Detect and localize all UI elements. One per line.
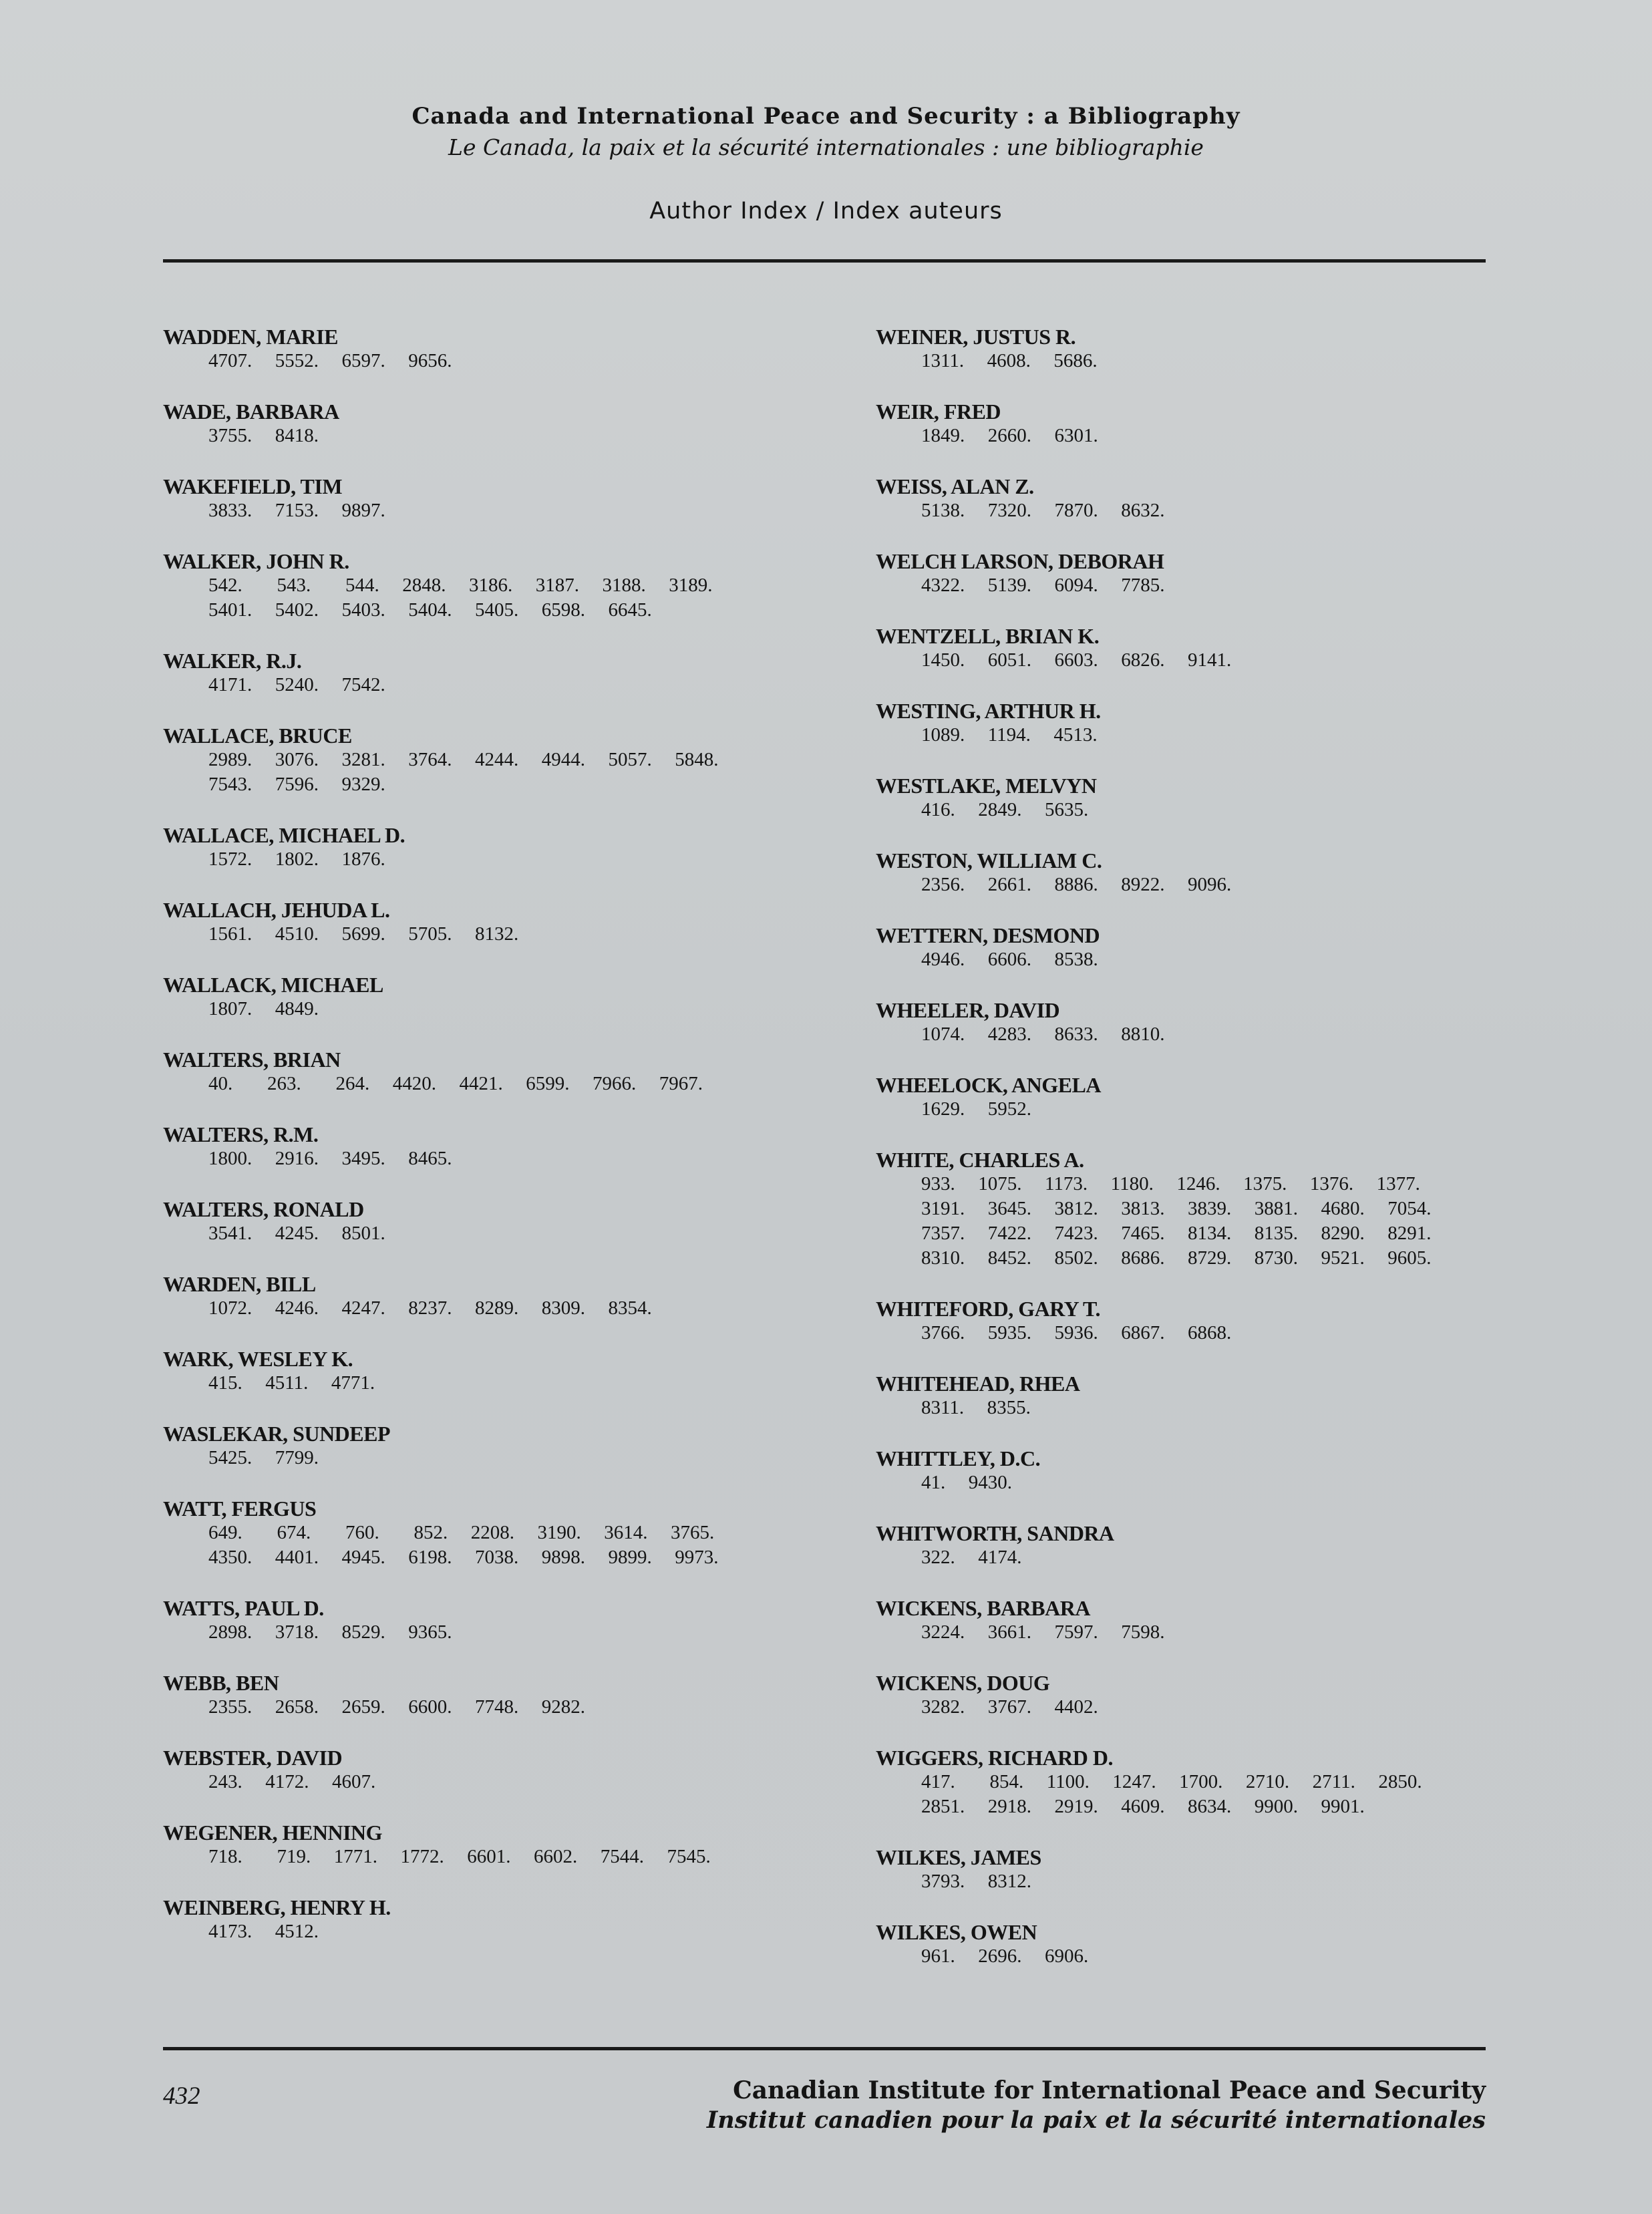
entry-numbers: 2989. 3076. 3281. 3764. 4244. 4944. 5057. 5848. xyxy=(208,749,719,770)
entry-numbers: 40. 263. 264. 4420. 4421. 6599. 7966. 7967. xyxy=(208,1073,703,1094)
entry-numbers: 3833. 7153. 9897. xyxy=(208,500,385,521)
index-entry xyxy=(163,1596,804,1671)
index-entry xyxy=(876,774,1517,848)
author-name: WADE, BARBARA xyxy=(163,400,339,424)
entry-numbers: 3766. 5935. 5936. 6867. 6868. xyxy=(921,1322,1232,1343)
footer-rule xyxy=(163,2047,1486,2050)
index-entry xyxy=(876,1671,1517,1746)
index-entry xyxy=(876,1297,1517,1372)
author-name: WALLACE, BRUCE xyxy=(163,724,352,748)
page-header xyxy=(0,100,1652,224)
entry-numbers: 1629. 5952. xyxy=(921,1098,1031,1120)
index-entry xyxy=(163,1347,804,1422)
entry-numbers: 4171. 5240. 7542. xyxy=(208,674,385,695)
page-number: 432 xyxy=(163,2082,200,2110)
index-entry xyxy=(163,823,804,898)
author-name: WALLACH, JEHUDA L. xyxy=(163,898,390,922)
index-entry xyxy=(876,699,1517,774)
index-entry xyxy=(876,624,1517,699)
author-name: WATT, FERGUS xyxy=(163,1496,317,1521)
author-name: WEIR, FRED xyxy=(876,400,1001,424)
author-name: WARDEN, BILL xyxy=(163,1272,316,1296)
author-name: WESTON, WILLIAM C. xyxy=(876,848,1102,873)
author-name: WEISS, ALAN Z. xyxy=(876,474,1034,498)
entry-numbers: 542. 543. 544. 2848. 3186. 3187. 3188. 3189. xyxy=(208,575,713,596)
index-entry xyxy=(163,1122,804,1197)
index-entry xyxy=(163,474,804,549)
index-entry xyxy=(163,549,804,649)
left-column xyxy=(163,325,804,1970)
index-entry xyxy=(163,1671,804,1746)
index-entry xyxy=(876,923,1517,998)
entry-numbers: 2898. 3718. 8529. 9365. xyxy=(208,1621,452,1643)
author-name: WENTZELL, BRIAN K. xyxy=(876,624,1100,648)
author-name: WHITEFORD, GARY T. xyxy=(876,1297,1100,1321)
entry-numbers: 2355. 2658. 2659. 6600. 7748. 9282. xyxy=(208,1696,585,1718)
author-name: WEBB, BEN xyxy=(163,1671,279,1695)
author-name: WAKEFIELD, TIM xyxy=(163,474,343,498)
entry-numbers: 1572. 1802. 1876. xyxy=(208,848,385,870)
author-name: WALTERS, RONALD xyxy=(163,1197,364,1221)
index-entry xyxy=(163,1197,804,1272)
author-name: WICKENS, DOUG xyxy=(876,1671,1050,1695)
entry-numbers: 2356. 2661. 8886. 8922. 9096. xyxy=(921,874,1232,895)
footer-institute xyxy=(707,2075,1486,2135)
index-entry xyxy=(876,1920,1517,1995)
index-entry xyxy=(876,1073,1517,1148)
entry-numbers: 2851. 2918. 2919. 4609. 8634. 9900. 9901. xyxy=(921,1796,1365,1817)
institute-name-french: Institut canadien pour la paix et la sécurité internationales xyxy=(706,2106,1486,2134)
entry-numbers: 8311. 8355. xyxy=(921,1397,1031,1418)
index-entry xyxy=(163,973,804,1048)
index-entry xyxy=(876,1372,1517,1446)
index-entry xyxy=(876,848,1517,923)
index-subtitle: Author Index / Index auteurs xyxy=(649,198,1003,224)
entry-numbers: 416. 2849. 5635. xyxy=(921,799,1089,820)
author-name: WALKER, R.J. xyxy=(163,649,302,673)
entry-numbers: 3755. 8418. xyxy=(208,425,319,446)
book-title-english: Canada and International Peace and Security : a Bibliography xyxy=(411,103,1241,130)
entry-numbers: 1311. 4608. 5686. xyxy=(921,350,1098,371)
author-name: WALLACE, MICHAEL D. xyxy=(163,823,405,847)
index-entry xyxy=(163,1272,804,1347)
entry-numbers: 1450. 6051. 6603. 6826. 9141. xyxy=(921,649,1232,671)
entry-numbers: 8310. 8452. 8502. 8686. 8729. 8730. 9521. 9605. xyxy=(921,1247,1432,1269)
institute-name-english: Canadian Institute for International Peace and Security xyxy=(733,2076,1486,2104)
index-entry xyxy=(876,1746,1517,1845)
index-entry xyxy=(876,474,1517,549)
entry-numbers: 41. 9430. xyxy=(921,1472,1012,1493)
author-name: WARK, WESLEY K. xyxy=(163,1347,353,1371)
entry-numbers: 1561. 4510. 5699. 5705. 8132. xyxy=(208,923,519,945)
author-name: WEINER, JUSTUS R. xyxy=(876,325,1076,349)
author-name: WHEELOCK, ANGELA xyxy=(876,1073,1101,1097)
entry-numbers: 4946. 6606. 8538. xyxy=(921,949,1098,970)
index-entry xyxy=(163,649,804,724)
entry-numbers: 5401. 5402. 5403. 5404. 5405. 6598. 6645. xyxy=(208,599,652,621)
entry-numbers: 1074. 4283. 8633. 8810. xyxy=(921,1023,1165,1045)
index-entry xyxy=(163,1821,804,1895)
entry-numbers: 3191. 3645. 3812. 3813. 3839. 3881. 4680. 7054. xyxy=(921,1198,1432,1219)
author-name: WHITE, CHARLES A. xyxy=(876,1148,1084,1172)
entry-numbers: 5138. 7320. 7870. 8632. xyxy=(921,500,1165,521)
entry-numbers: 5425. 7799. xyxy=(208,1447,319,1468)
index-entry xyxy=(163,1746,804,1821)
author-name: WALTERS, BRIAN xyxy=(163,1048,341,1072)
index-entry xyxy=(163,1422,804,1496)
index-entry xyxy=(163,898,804,973)
entry-numbers: 4322. 5139. 6094. 7785. xyxy=(921,575,1165,596)
header-rule xyxy=(163,259,1486,263)
entry-numbers: 961. 2696. 6906. xyxy=(921,1945,1089,1967)
author-name: WELCH LARSON, DEBORAH xyxy=(876,549,1164,573)
entry-numbers: 1072. 4246. 4247. 8237. 8289. 8309. 8354. xyxy=(208,1297,652,1319)
index-entry xyxy=(876,1446,1517,1521)
author-name: WETTERN, DESMOND xyxy=(876,923,1100,947)
entry-numbers: 1807. 4849. xyxy=(208,998,319,1019)
index-entry xyxy=(876,549,1517,624)
author-name: WALKER, JOHN R. xyxy=(163,549,349,573)
entry-numbers: 243. 4172. 4607. xyxy=(208,1771,376,1792)
index-entry xyxy=(876,1596,1517,1671)
author-name: WESTING, ARTHUR H. xyxy=(876,699,1101,723)
entry-numbers: 933. 1075. 1173. 1180. 1246. 1375. 1376. 1377. xyxy=(921,1173,1420,1195)
entry-numbers: 7543. 7596. 9329. xyxy=(208,774,385,795)
entry-numbers: 322. 4174. xyxy=(921,1547,1022,1568)
author-name: WHITTLEY, D.C. xyxy=(876,1446,1041,1470)
entry-numbers: 7357. 7422. 7423. 7465. 8134. 8135. 8290. 8291. xyxy=(921,1223,1432,1244)
author-name: WEINBERG, HENRY H. xyxy=(163,1895,391,1919)
author-name: WHEELER, DAVID xyxy=(876,998,1060,1022)
index-entry xyxy=(163,325,804,400)
author-name: WEGENER, HENNING xyxy=(163,1821,383,1845)
index-entry xyxy=(163,1048,804,1122)
author-name: WESTLAKE, MELVYN xyxy=(876,774,1097,798)
index-entry xyxy=(876,1148,1517,1297)
author-name: WALLACK, MICHAEL xyxy=(163,973,383,997)
entry-numbers: 4173. 4512. xyxy=(208,1921,319,1942)
index-entry xyxy=(163,400,804,474)
author-name: WALTERS, R.M. xyxy=(163,1122,319,1146)
entry-numbers: 649. 674. 760. 852. 2208. 3190. 3614. 3765. xyxy=(208,1522,715,1543)
entry-numbers: 3541. 4245. 8501. xyxy=(208,1223,385,1244)
entry-numbers: 1089. 1194. 4513. xyxy=(921,724,1098,746)
entry-numbers: 718. 719. 1771. 1772. 6601. 6602. 7544. 7545. xyxy=(208,1846,711,1867)
index-entry xyxy=(876,400,1517,474)
entry-numbers: 1800. 2916. 3495. 8465. xyxy=(208,1148,452,1169)
index-entry xyxy=(876,1845,1517,1920)
entry-numbers: 3793. 8312. xyxy=(921,1871,1031,1892)
entry-numbers: 1849. 2660. 6301. xyxy=(921,425,1098,446)
right-column xyxy=(876,325,1517,1995)
index-entry xyxy=(876,998,1517,1073)
author-name: WICKENS, BARBARA xyxy=(876,1596,1090,1620)
entry-numbers: 417. 854. 1100. 1247. 1700. 2710. 2711. 2850. xyxy=(921,1771,1422,1792)
author-name: WHITWORTH, SANDRA xyxy=(876,1521,1114,1545)
author-name: WEBSTER, DAVID xyxy=(163,1746,343,1770)
entry-numbers: 4707. 5552. 6597. 9656. xyxy=(208,350,452,371)
index-entry xyxy=(876,325,1517,400)
index-entry xyxy=(163,1496,804,1596)
entry-numbers: 3282. 3767. 4402. xyxy=(921,1696,1098,1718)
book-title-french: Le Canada, la paix et la sécurité internationales : une bibliographie xyxy=(448,134,1204,160)
author-name: WIGGERS, RICHARD D. xyxy=(876,1746,1113,1770)
author-name: WASLEKAR, SUNDEEP xyxy=(163,1422,391,1446)
author-name: WHITEHEAD, RHEA xyxy=(876,1372,1080,1396)
index-entry xyxy=(163,724,804,823)
index-entry xyxy=(876,1521,1517,1596)
author-name: WADDEN, MARIE xyxy=(163,325,338,349)
author-name: WILKES, JAMES xyxy=(876,1845,1041,1869)
author-name: WATTS, PAUL D. xyxy=(163,1596,324,1620)
entry-numbers: 415. 4511. 4771. xyxy=(208,1372,375,1394)
entry-numbers: 3224. 3661. 7597. 7598. xyxy=(921,1621,1165,1643)
author-name: WILKES, OWEN xyxy=(876,1920,1037,1944)
index-entry xyxy=(163,1895,804,1970)
entry-numbers: 4350. 4401. 4945. 6198. 7038. 9898. 9899. 9973. xyxy=(208,1547,719,1568)
